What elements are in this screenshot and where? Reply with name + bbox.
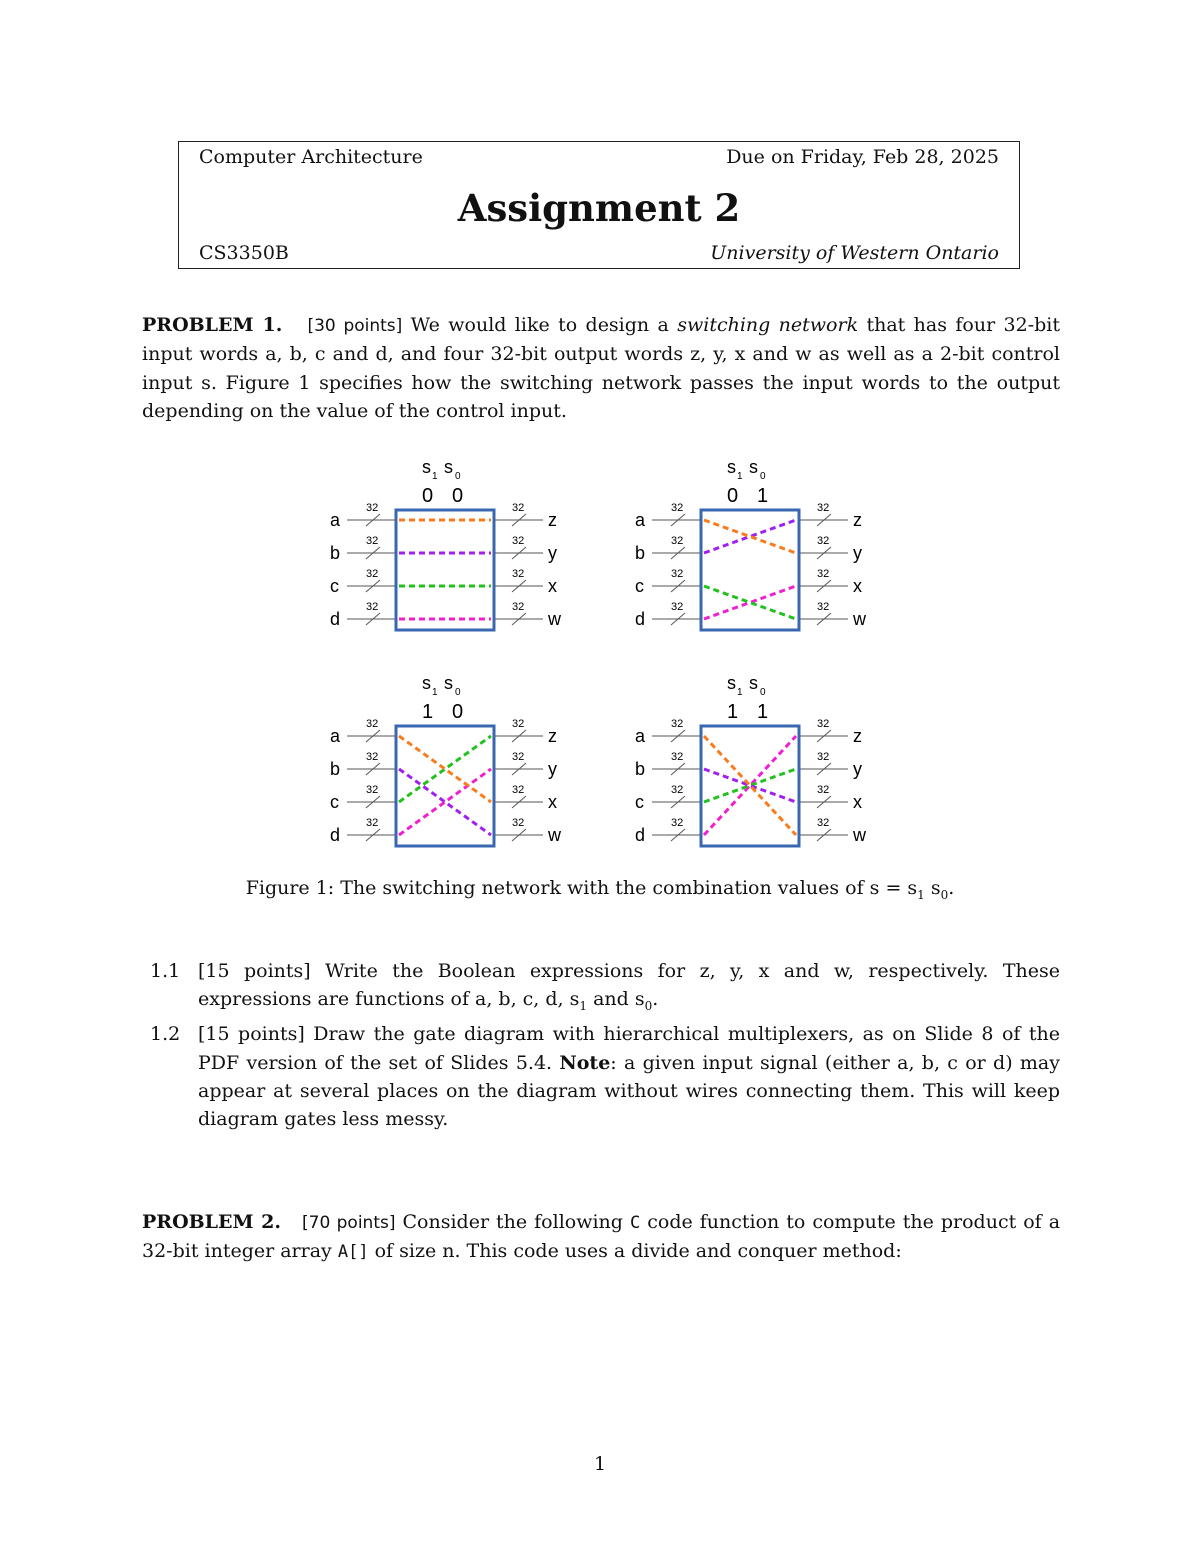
- list-item: [150, 957, 1060, 1020]
- bus-width-label: 32: [512, 751, 525, 763]
- control-value-s0: 0: [452, 485, 464, 507]
- item-points: [15 points]: [198, 960, 311, 982]
- control-label-s0: s: [749, 457, 758, 477]
- bus-width-label: 32: [817, 568, 830, 580]
- problem-1-subquestions: [150, 957, 1060, 1134]
- problem-2-c-word: C: [629, 1213, 641, 1233]
- university-name: University of Western Ontario: [710, 242, 999, 264]
- assignment-header: [178, 141, 1020, 269]
- bus-width-label: 32: [366, 601, 379, 613]
- control-label-s1: s: [727, 673, 736, 693]
- input-label-c: c: [330, 576, 339, 596]
- output-label-y: y: [853, 759, 862, 779]
- switching-network-figure: [300, 448, 900, 858]
- bus-width-label: 32: [671, 784, 684, 796]
- list-item: [150, 1020, 1060, 1133]
- item-text: Write the Boolean expressions for z, y, x and w, respectively. These expressions are functions of a, b, c, d, s: [198, 960, 1061, 1011]
- problem-1-term: switching network: [677, 314, 859, 336]
- input-label-a: a: [635, 510, 646, 530]
- control-label-s1: s: [727, 457, 736, 477]
- bus-width-label: 32: [671, 718, 684, 730]
- caption-end: .: [948, 877, 955, 899]
- output-label-w: w: [548, 609, 561, 629]
- control-label-s1: s: [422, 673, 431, 693]
- input-label-b: b: [635, 543, 646, 563]
- problem-2-label: PROBLEM 2.: [142, 1211, 281, 1233]
- problem-2-text-2: code function to compute the product of a 32-bit integer array: [142, 1211, 1061, 1263]
- caption-text: Figure 1: The switching network with the combination values of s = s: [245, 877, 918, 899]
- item-mid: and s: [587, 988, 645, 1011]
- input-label-d: d: [330, 609, 341, 629]
- output-label-w: w: [853, 609, 866, 629]
- caption-sub-0: 0: [940, 887, 949, 902]
- input-label-a: a: [330, 726, 341, 746]
- bus-width-label: 32: [671, 535, 684, 547]
- problem-1-text-1: We would like to design a: [410, 314, 669, 336]
- input-label-b: b: [330, 543, 341, 563]
- bus-width-label: 32: [366, 718, 379, 730]
- input-label-a: a: [330, 510, 341, 530]
- control-value-s1: 1: [727, 701, 739, 723]
- bus-width-label: 32: [366, 535, 379, 547]
- control-value-s0: 0: [452, 701, 464, 723]
- problem-1-label: PROBLEM 1.: [142, 314, 283, 336]
- output-label-w: w: [548, 825, 561, 845]
- bus-width-label: 32: [512, 718, 525, 730]
- input-label-d: d: [330, 825, 341, 845]
- note-label: Note: [559, 1051, 611, 1074]
- output-label-z: z: [548, 510, 557, 530]
- item-body: [198, 1020, 1060, 1133]
- input-label-b: b: [330, 759, 341, 779]
- control-label-s1: s: [422, 457, 431, 477]
- item-sub-1: 1: [579, 999, 588, 1014]
- problem-2-text-1: Consider the following: [402, 1211, 623, 1233]
- output-label-x: x: [853, 792, 862, 812]
- route-b-to-w: [399, 769, 491, 835]
- control-label-s0: s: [749, 673, 758, 693]
- output-label-x: x: [548, 576, 557, 596]
- output-label-z: z: [548, 726, 557, 746]
- problem-1-paragraph: [142, 311, 1060, 425]
- control-sub-0: 0: [455, 471, 461, 482]
- problem-2-text-3: of size n. This code uses a divide and conquer method:: [374, 1240, 902, 1263]
- item-number: 1.2: [150, 1023, 181, 1046]
- problem-1-points: [30 points]: [307, 316, 403, 336]
- course-code: CS3350B: [199, 242, 289, 264]
- route-d-to-y: [399, 769, 491, 835]
- output-label-y: y: [548, 759, 557, 779]
- output-label-z: z: [853, 510, 862, 530]
- route-c-to-z: [399, 736, 491, 802]
- bus-width-label: 32: [512, 601, 525, 613]
- bus-width-label: 32: [366, 502, 379, 514]
- item-body: [198, 957, 1060, 1020]
- input-label-c: c: [330, 792, 339, 812]
- bus-width-label: 32: [671, 817, 684, 829]
- bus-width-label: 32: [817, 601, 830, 613]
- control-label-s0: s: [444, 457, 453, 477]
- control-value-s1: 0: [422, 485, 434, 507]
- problem-2-paragraph: [142, 1208, 1060, 1267]
- network-box: [701, 726, 799, 846]
- input-label-c: c: [635, 792, 644, 812]
- bus-width-label: 32: [366, 784, 379, 796]
- output-label-y: y: [853, 543, 862, 563]
- control-value-s0: 1: [757, 701, 769, 723]
- bus-width-label: 32: [366, 568, 379, 580]
- bus-width-label: 32: [512, 568, 525, 580]
- figure-caption: [0, 877, 1200, 902]
- page-title: Assignment 2: [457, 186, 741, 230]
- bus-width-label: 32: [671, 502, 684, 514]
- bus-width-label: 32: [671, 751, 684, 763]
- output-label-x: x: [853, 576, 862, 596]
- caption-mid: s: [924, 877, 941, 899]
- bus-width-label: 32: [512, 817, 525, 829]
- item-text: Draw the gate diagram with hierarchical multiplexers, as on Slide 8 of the PDF version of the set of Slides 5.4.: [198, 1023, 1061, 1074]
- control-value-s1: 0: [727, 485, 739, 507]
- bus-width-label: 32: [817, 502, 830, 514]
- control-sub-0: 0: [455, 687, 461, 698]
- output-label-z: z: [853, 726, 862, 746]
- bus-width-label: 32: [671, 601, 684, 613]
- bus-width-label: 32: [817, 817, 830, 829]
- output-label-w: w: [853, 825, 866, 845]
- caption-sub-1: 1: [917, 887, 925, 902]
- network-box: [396, 510, 494, 630]
- control-sub-0: 0: [760, 687, 766, 698]
- bus-width-label: 32: [817, 751, 830, 763]
- control-sub-1: 1: [432, 471, 438, 482]
- item-number: 1.1: [150, 960, 181, 982]
- control-label-s0: s: [444, 673, 453, 693]
- due-date: Due on Friday, Feb 28, 2025: [726, 146, 999, 168]
- problem-2-array-name: A[]: [337, 1242, 369, 1263]
- control-value-s1: 1: [422, 701, 434, 723]
- bus-width-label: 32: [512, 784, 525, 796]
- control-value-s0: 1: [757, 485, 769, 507]
- control-sub-1: 1: [737, 687, 743, 698]
- page-number: 1: [593, 1453, 607, 1475]
- bus-width-label: 32: [512, 535, 525, 547]
- note-text: : a given input signal (either a, b, c or d) may appear at several places on the diagram without wires connecting them. This will keep diagram gates less messy.: [198, 1051, 1060, 1131]
- problem-2-points: [70 points]: [302, 1213, 396, 1233]
- control-sub-1: 1: [737, 471, 743, 482]
- output-label-y: y: [548, 543, 557, 563]
- input-label-a: a: [635, 726, 646, 746]
- output-label-x: x: [548, 792, 557, 812]
- bus-width-label: 32: [817, 535, 830, 547]
- input-label-b: b: [635, 759, 646, 779]
- input-label-d: d: [635, 825, 646, 845]
- item-sub-0: 0: [644, 999, 653, 1014]
- control-sub-0: 0: [760, 471, 766, 482]
- bus-width-label: 32: [817, 718, 830, 730]
- problem-1-text-2: that has four 32-bit input words a, b, c and d, and four 32-bit output words z, y, x and w as well as a 2-bit control input s. Figure 1 specifies how the switching network passes the input words to the output depending on the value of the control input.: [142, 314, 1060, 422]
- bus-width-label: 32: [366, 817, 379, 829]
- bus-width-label: 32: [512, 502, 525, 514]
- course-name: Computer Architecture: [199, 146, 423, 168]
- route-a-to-x: [399, 736, 491, 802]
- item-end: .: [652, 988, 659, 1011]
- input-label-c: c: [635, 576, 644, 596]
- bus-width-label: 32: [817, 784, 830, 796]
- item-points: [15 points]: [198, 1023, 305, 1046]
- input-label-d: d: [635, 609, 646, 629]
- control-sub-1: 1: [432, 687, 438, 698]
- bus-width-label: 32: [366, 751, 379, 763]
- network-box: [701, 510, 799, 630]
- bus-width-label: 32: [671, 568, 684, 580]
